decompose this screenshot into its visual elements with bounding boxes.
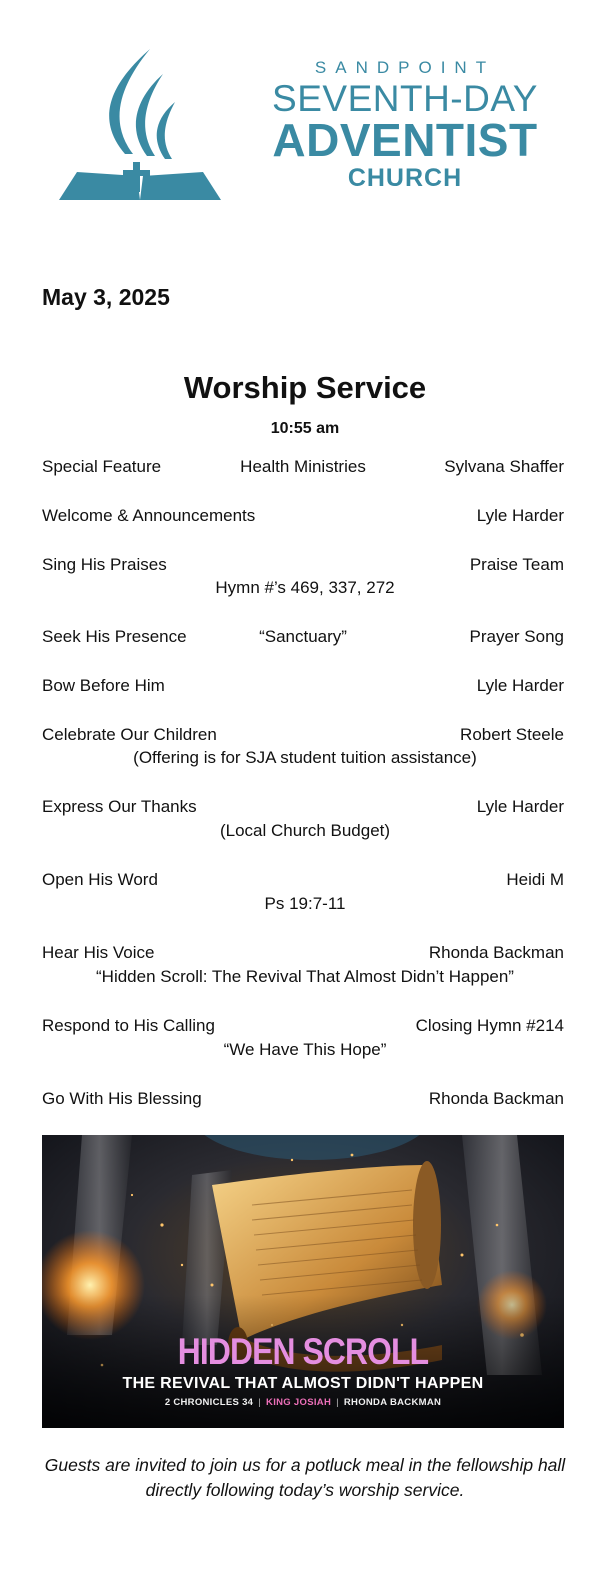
banner-meta-speaker: RHONDA BACKMAN bbox=[343, 1397, 442, 1408]
program-item-label: Go With His Blessing bbox=[42, 1089, 202, 1108]
banner-meta-separator: | bbox=[336, 1397, 339, 1408]
program-item-leader: Robert Steele bbox=[460, 725, 564, 744]
program-item-detail: (Local Church Budget) bbox=[219, 821, 391, 840]
logo-line-sandpoint: SANDPOINT bbox=[314, 58, 496, 77]
program-item-center: Health Ministries bbox=[240, 457, 366, 476]
program-item-leader: Praise Team bbox=[469, 555, 564, 574]
program-item-label: Special Feature bbox=[42, 457, 162, 476]
program-item-detail: Hymn #’s 469, 337, 272 bbox=[215, 578, 395, 597]
program-item-label: Express Our Thanks bbox=[42, 797, 197, 816]
program-item-detail: Ps 19:7-11 bbox=[264, 894, 346, 913]
program-item bbox=[42, 627, 564, 649]
program-item-detail: (Offering is for SJA student tuition assistance) bbox=[133, 748, 477, 767]
banner-title: HIDDEN SCROLL bbox=[177, 1331, 429, 1372]
program-item bbox=[42, 797, 564, 819]
program-item-leader: Sylvana Shaffer bbox=[444, 457, 564, 476]
program-item bbox=[42, 676, 564, 698]
logo-line-church: CHURCH bbox=[347, 164, 463, 192]
service-time: 10:55 am bbox=[270, 420, 340, 437]
program-item-label: Seek His Presence bbox=[42, 627, 187, 646]
program-item bbox=[42, 870, 564, 892]
banner-subtitle: THE REVIVAL THAT ALMOST DIDN'T HAPPEN bbox=[122, 1375, 484, 1392]
program-item-label: Bow Before Him bbox=[42, 676, 165, 695]
logo-line-adventist: ADVENTIST bbox=[272, 114, 538, 166]
program-item-label: Respond to His Calling bbox=[42, 1016, 215, 1035]
program-item-leader: Heidi M bbox=[506, 870, 564, 889]
program-item bbox=[42, 1016, 564, 1038]
bulletin-date: May 3, 2025 bbox=[42, 284, 170, 310]
program-item bbox=[42, 457, 564, 479]
program-item-label: Welcome & Announcements bbox=[42, 506, 256, 525]
program-item-center: “Sanctuary” bbox=[259, 627, 347, 646]
program-item bbox=[42, 725, 564, 747]
program-item-leader: Prayer Song bbox=[469, 627, 564, 646]
program-item-label: Celebrate Our Children bbox=[42, 725, 217, 744]
program-item bbox=[42, 943, 564, 965]
program-item-detail: “Hidden Scroll: The Revival That Almost Didn’t Happen” bbox=[96, 967, 514, 986]
program-item-leader: Closing Hymn #214 bbox=[415, 1016, 564, 1035]
program-item-label: Hear His Voice bbox=[42, 943, 155, 962]
banner-meta bbox=[42, 1397, 564, 1408]
banner-meta-separator: | bbox=[258, 1397, 262, 1408]
program-item bbox=[42, 1089, 564, 1111]
program-item bbox=[42, 506, 564, 528]
program-item-detail: “We Have This Hope” bbox=[223, 1040, 387, 1059]
banner-meta-topic: KING JOSIAH bbox=[266, 1397, 332, 1408]
program-item-label: Sing His Praises bbox=[42, 555, 167, 574]
logo-line-seventh-day: SEVENTH-DAY bbox=[272, 78, 538, 119]
program-item-leader: Lyle Harder bbox=[476, 676, 564, 695]
church-logo bbox=[55, 44, 575, 209]
program-item bbox=[42, 555, 564, 577]
program-item-leader: Rhonda Backman bbox=[428, 943, 564, 962]
banner-meta-scripture: 2 CHRONICLES 34 bbox=[164, 1397, 254, 1408]
sermon-banner-image bbox=[42, 1135, 564, 1428]
program-item-leader: Rhonda Backman bbox=[428, 1089, 564, 1108]
program-item-label: Open His Word bbox=[42, 870, 158, 889]
service-title: Worship Service bbox=[183, 370, 427, 405]
program-item-leader: Lyle Harder bbox=[476, 506, 564, 525]
program-item-leader: Lyle Harder bbox=[476, 797, 564, 816]
sda-flame-bible-icon bbox=[55, 44, 225, 204]
potluck-note: Guests are invited to join us for a potluck meal in the fellowship hall directly following today’s worship service. bbox=[44, 1455, 566, 1500]
